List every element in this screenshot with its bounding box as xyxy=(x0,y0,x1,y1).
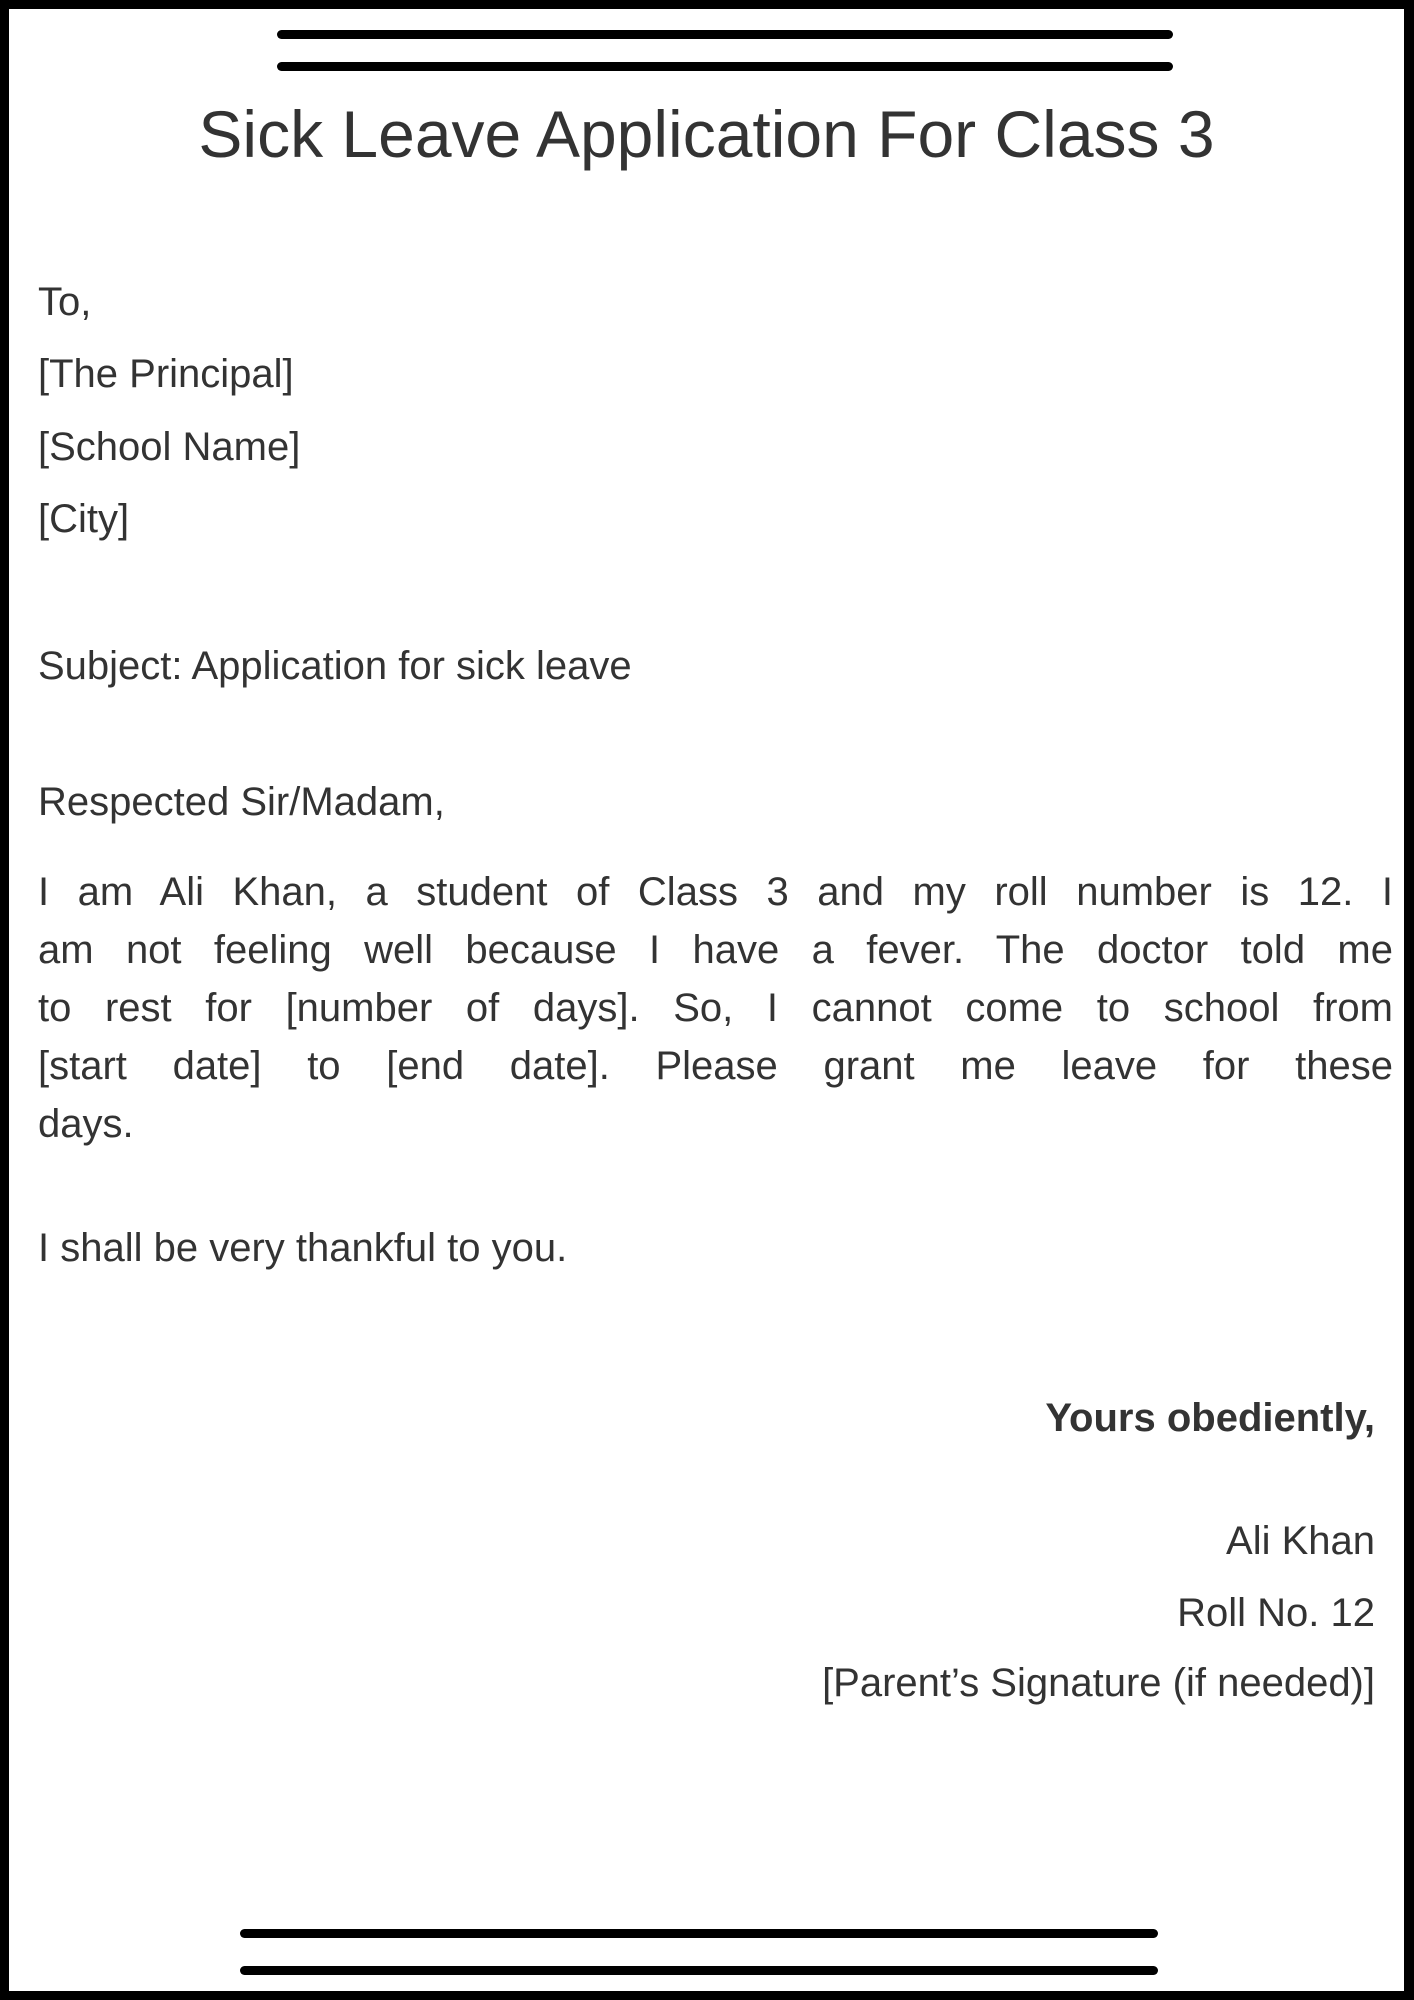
address-to: To, xyxy=(38,280,92,324)
address-city: [City] xyxy=(38,497,130,541)
salutation: Respected Sir/Madam, xyxy=(38,780,445,824)
top-rule-1 xyxy=(277,30,1173,39)
bottom-rule-1 xyxy=(240,1929,1158,1938)
closing-line: I shall be very thankful to you. xyxy=(38,1226,568,1270)
body-line: I am Ali Khan, a student of Class 3 and my roll number is 12. I xyxy=(38,870,1393,914)
page-title: Sick Leave Application For Class 3 xyxy=(198,97,1215,171)
address-recipient: [The Principal] xyxy=(38,352,294,396)
signoff-name: Ali Khan xyxy=(1226,1519,1375,1563)
signoff-closing: Yours obediently, xyxy=(1045,1396,1375,1440)
body-line: days. xyxy=(38,1102,134,1146)
body-line: [start date] to [end date]. Please grant me leave for these xyxy=(38,1044,1393,1088)
bottom-rule-2 xyxy=(240,1966,1158,1975)
body-paragraph xyxy=(38,863,1393,1153)
address-school: [School Name] xyxy=(38,425,301,469)
top-rule-2 xyxy=(277,62,1173,71)
body-line: am not feeling well because I have a fever. The doctor told me xyxy=(38,928,1393,972)
signoff-roll: Roll No. 12 xyxy=(1177,1591,1375,1635)
letter-page xyxy=(9,9,1404,1991)
subject-line: Subject: Application for sick leave xyxy=(38,644,632,688)
signoff-signature: [Parent’s Signature (if needed)] xyxy=(822,1661,1375,1705)
body-line: to rest for [number of days]. So, I cannot come to school from xyxy=(38,986,1393,1030)
